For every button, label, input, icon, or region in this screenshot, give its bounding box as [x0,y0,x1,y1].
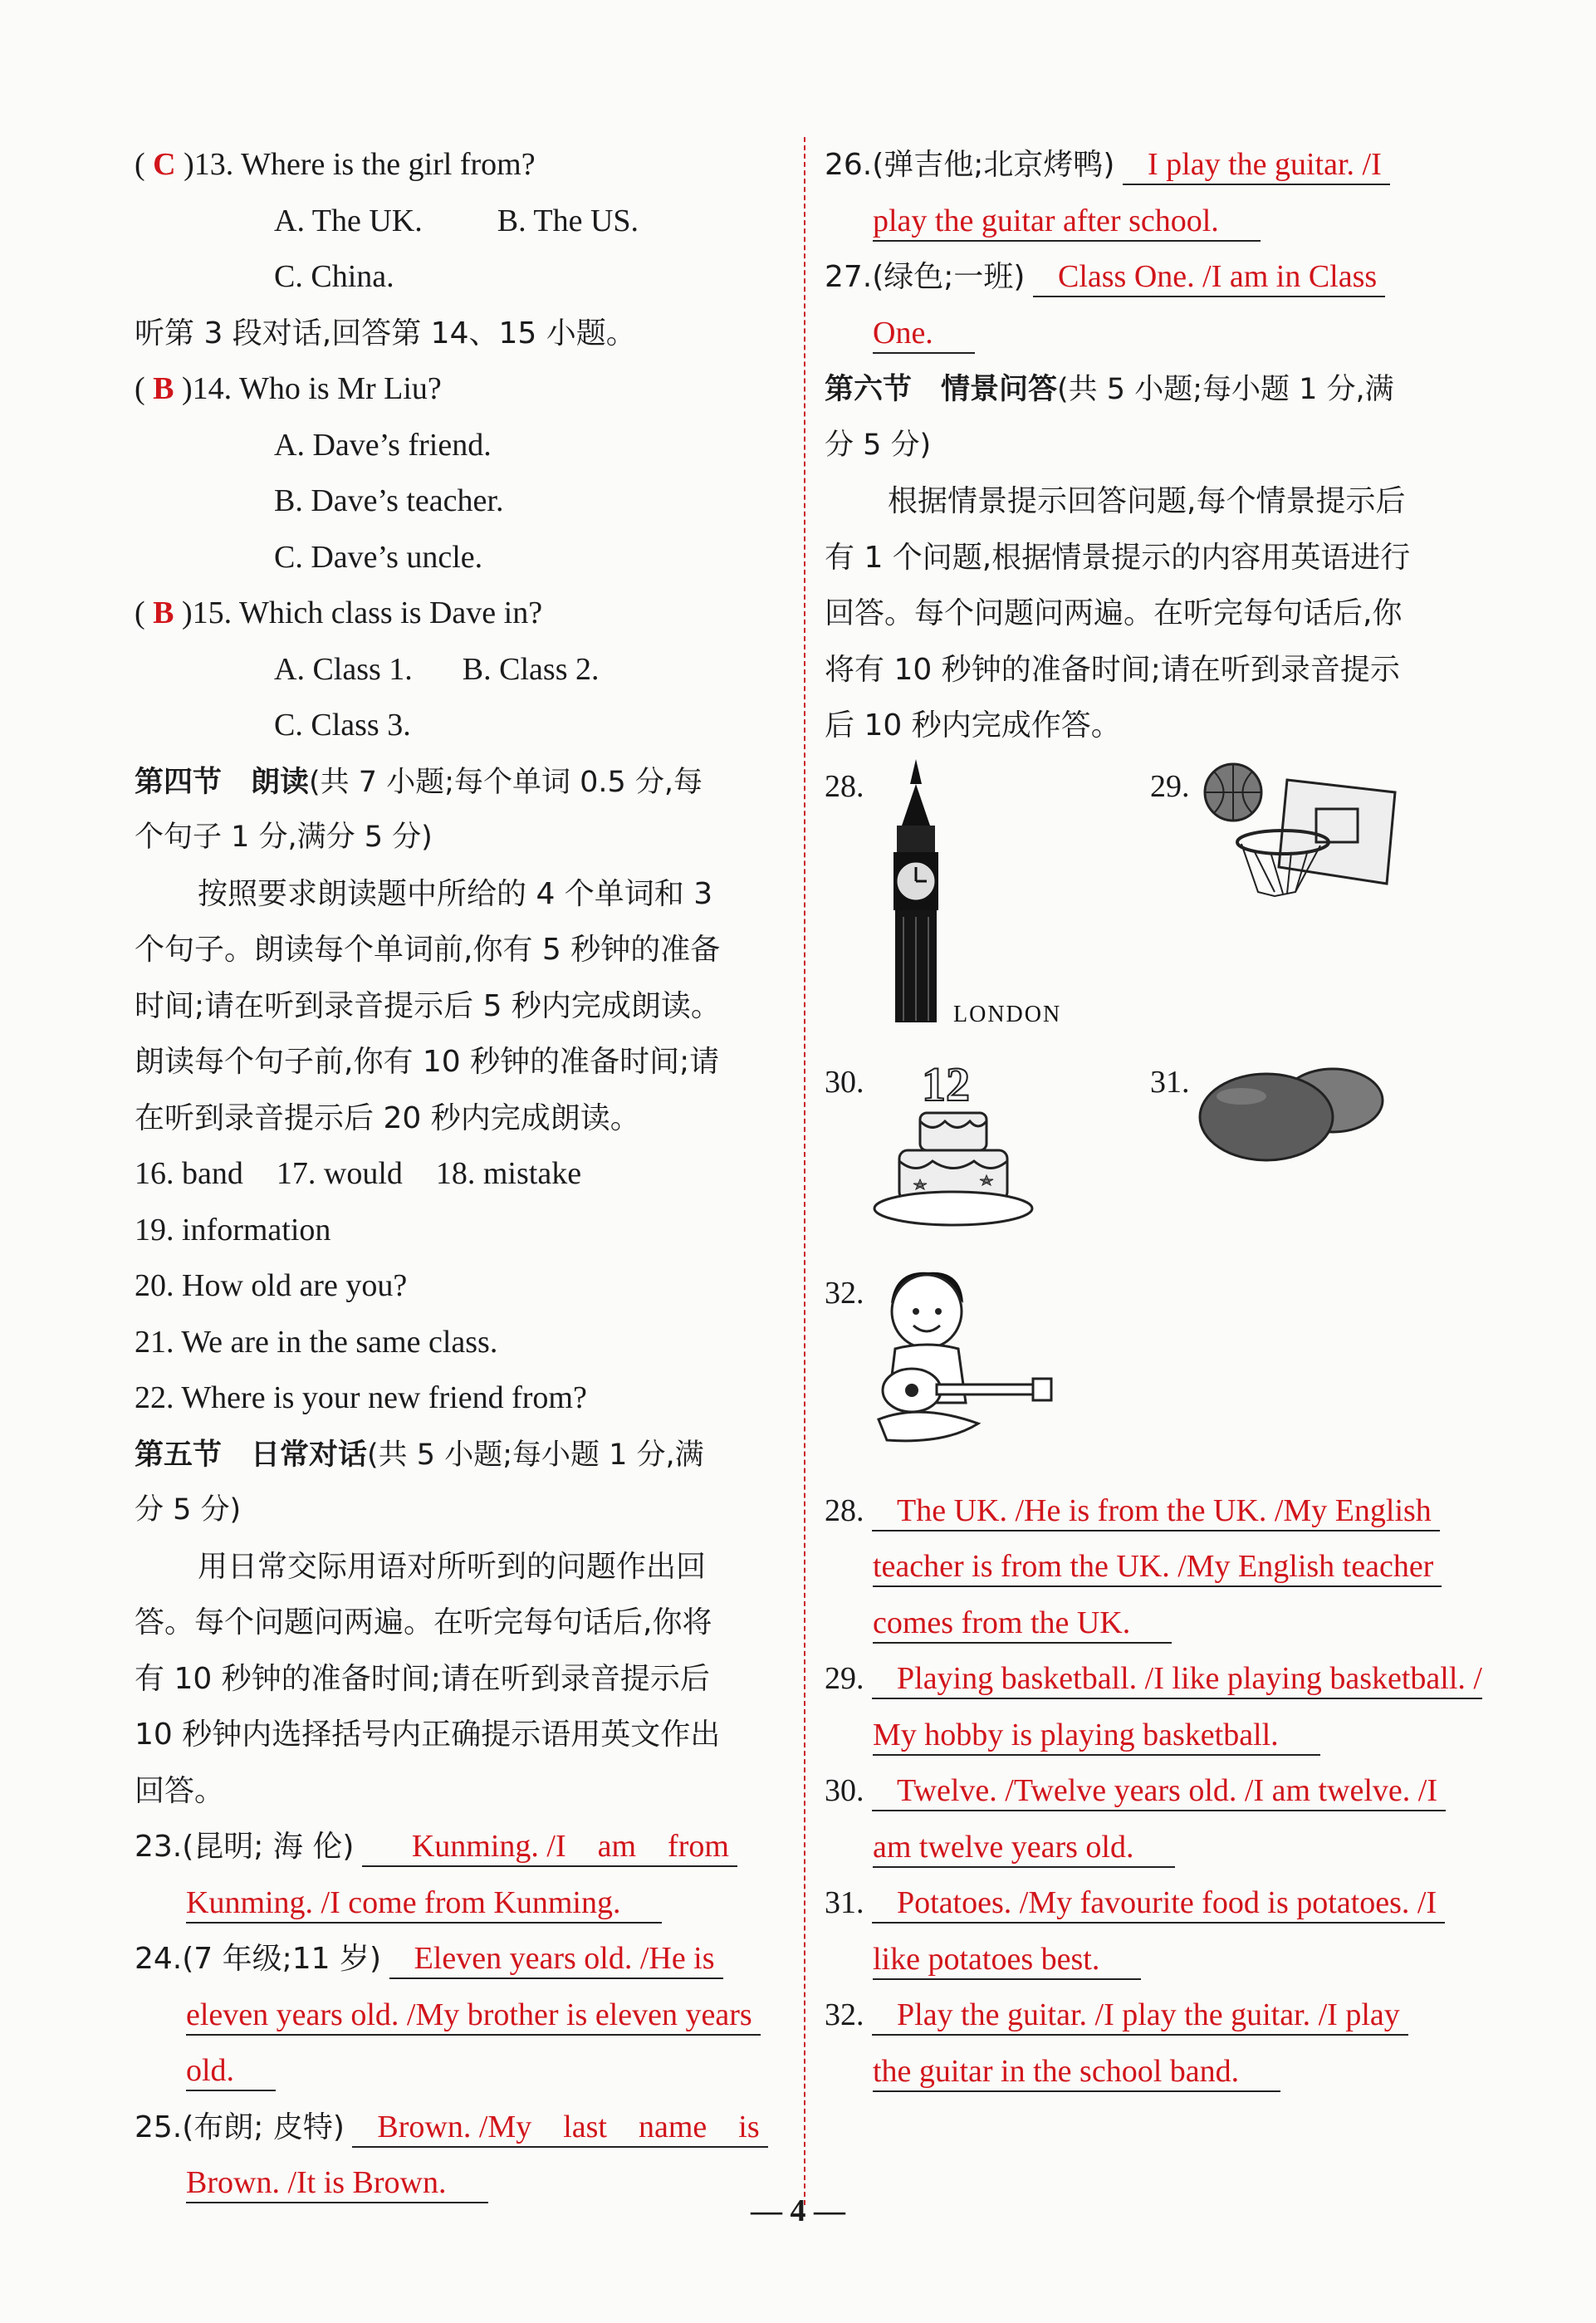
answer-29-line-1: Playing basketball. /I like playing basketball. / [872,1661,1482,1699]
page-number: — 4 — [751,2193,845,2228]
picture-32 [825,1266,1150,1483]
answer-30-number: 30. [825,1773,864,1808]
q24-answer-2: eleven years old. /My brother is eleven years [186,1997,761,2036]
answer-32-line-2: the guitar in the school band. [873,2054,1280,2092]
section-5-scoring-2: 分 5 分) [135,1493,242,1527]
answer-30-line-1: Twelve. /Twelve years old. /I am twelve. /I [872,1773,1446,1811]
answer-32 [825,1987,1476,2044]
question-14: ( B )14. Who is Mr Liu? [135,371,442,406]
section-5-title: 第五节 日常对话 [135,1438,368,1472]
section-5-heading [135,1427,784,1483]
section-4-instruction-5: 在听到录音提示后 20 秒内完成朗读。 [135,1100,640,1135]
q26-answer-line-2 [825,194,1476,250]
picture-30 [825,1055,1150,1261]
picture-28 [825,759,1150,1050]
q23-answer-2: Kunming. /I come from Kunming. [186,1885,662,1924]
word-18: 18. mistake [435,1156,582,1191]
birthday-cake-icon [870,1055,1036,1246]
q13-option-b: B. The US. [497,203,639,238]
q25-hint: 25.(布朗; 皮特) [135,2110,345,2144]
q24-answer-1: Eleven years old. /He is [389,1941,723,1979]
right-column [825,137,1482,2100]
answer-32-line-1: Play the guitar. /I play the guitar. /I play [872,1997,1408,2036]
q14-option-c: C. Dave’s uncle. [274,539,483,575]
question-25 [135,2100,784,2156]
section-6-instruction-1: 根据情景提示回答问题,每个情景提示后 [888,484,1406,518]
q23-answer-line-2 [135,1875,784,1932]
picture-30-number: 30. [825,1064,864,1100]
section-4-instruction-4: 朗读每个句子前,你有 10 秒钟的准备时间;请 [135,1045,720,1079]
q13-option-c: C. China. [274,259,394,294]
section-6-instruction-2: 有 1 个问题,根据情景提示的内容用英语进行 [825,540,1411,575]
answer-31-row-2 [825,1932,1476,1988]
q24-answer-line-2 [135,1987,784,2044]
picture-row-2 [825,1055,1476,1261]
answer-29-line-2: My hobby is playing basketball. [873,1718,1320,1756]
q13-option-a: A. The UK. [274,203,423,238]
section-6-scoring: (共 5 小题;每小题 1 分,满 [1057,373,1394,406]
section-6-instruction-5: 后 10 秒内完成作答。 [825,708,1121,742]
q23-hint: 23.(昆明; 海 伦) [135,1830,355,1864]
picture-28-number: 28. [825,768,864,804]
question-26 [825,137,1476,194]
section-5-instruction-5: 回答。 [135,1773,225,1808]
section-6-instruction-4: 将有 10 秒钟的准备时间;请在听到录音提示 [825,652,1400,687]
question-14-text: )14. Who is Mr Liu? [182,371,442,406]
section-4-title: 第四节 朗读 [135,765,310,799]
big-ben-icon [870,759,1119,1033]
answer-31-line-2: like potatoes best. [873,1942,1141,1980]
answer-31-number: 31. [825,1885,864,1920]
section-4-heading [135,754,784,811]
picture-29-number: 29. [1150,768,1190,804]
q15-option-b: B. Class 2. [462,651,600,687]
answer-29 [825,1651,1482,1708]
q27-answer-2: One. [873,316,975,354]
london-label: LONDON [953,1001,1062,1027]
answer-28-line-2: teacher is from the UK. /My English teacher [873,1549,1442,1587]
q25-answer-1: Brown. /My last name is [352,2110,767,2148]
q26-hint: 26.(弹吉他;北京烤鸭) [825,148,1115,182]
answer-28-row-2 [825,1539,1476,1595]
q27-answer-line-2 [825,306,1476,362]
potatoes-icon [1196,1055,1387,1179]
answer-31 [825,1875,1476,1932]
sentence-20: 20. How old are you? [135,1268,408,1303]
question-27 [825,249,1476,306]
section-6-instruction-3: 回答。每个问题问两遍。在听完每句话后,你 [825,596,1403,630]
q24-answer-line-3 [135,2043,784,2100]
picture-32-number: 32. [825,1275,864,1311]
q15-option-c: C. Class 3. [274,708,411,742]
q23-answer-1: Kunming. /I am from [362,1829,737,1867]
section-5-scoring: (共 5 小题;每小题 1 分,满 [367,1438,704,1472]
q27-answer-1: Class One. /I am in Class [1033,259,1385,297]
picture-31-number: 31. [1150,1064,1190,1100]
answer-28 [825,1483,1476,1540]
answer-30-line-2: am twelve years old. [873,1830,1175,1868]
section-5-instruction-1: 用日常交际用语对所听到的问题作出回 [198,1549,707,1584]
section-4-scoring-2: 个句子 1 分,满分 5 分) [135,821,433,854]
q15-option-a: A. Class 1. [274,651,413,687]
question-13: ( C )13. Where is the girl from? [135,147,536,182]
word-list [135,1146,784,1203]
section-5-instruction-2: 答。每个问题问两遍。在听完每句话后,你将 [135,1605,712,1639]
picture-29 [1150,759,1476,1050]
section-6-title: 第六节 情景问答 [825,373,1058,406]
answer-14: B [153,371,174,406]
answer-30-row-2 [825,1820,1476,1876]
answer-31-line-1: Potatoes. /My favourite food is potatoes. /I [872,1885,1445,1924]
listen-instruction-3: 听第 3 段对话,回答第 14、15 小题。 [135,316,636,350]
q24-answer-3: old. [186,2053,276,2091]
q25-answer-2: Brown. /It is Brown. [186,2165,488,2203]
section-5-instruction-4: 10 秒钟内选择括号内正确提示语用英文作出 [135,1718,721,1752]
column-divider [804,137,805,2205]
answer-29-row-2 [825,1708,1476,1764]
section-4-instruction-3: 时间;请在听到录音提示后 5 秒内完成朗读。 [135,988,721,1023]
q24-hint: 24.(7 年级;11 岁) [135,1942,382,1976]
answer-29-number: 29. [825,1661,864,1696]
answer-13: C [153,147,176,182]
answer-28-line-3: comes from the UK. [873,1605,1172,1644]
word-19: 19. information [135,1212,331,1247]
boy-guitar-icon [870,1266,1061,1465]
answer-28-row-3 [825,1595,1476,1652]
section-4-instruction-2: 个句子。朗读每个单词前,你有 5 秒钟的准备 [135,933,721,967]
answer-30 [825,1763,1476,1820]
q15-options-ab [135,642,784,698]
section-4-instruction-1: 按照要求朗读题中所给的 4 个单词和 3 [198,876,713,911]
answer-15: B [153,595,174,630]
word-17: 17. would [276,1156,403,1191]
question-23 [135,1819,784,1875]
q14-option-a: A. Dave’s friend. [274,427,492,463]
sentence-21: 21. We are in the same class. [135,1324,498,1360]
picture-31 [1150,1055,1476,1261]
answer-32-row-2 [825,2044,1476,2100]
picture-row-1 [825,759,1476,1050]
question-15: ( B )15. Which class is Dave in? [135,595,543,630]
sentence-22: 22. Where is your new friend from? [135,1380,587,1415]
cake-candle-number: 12 [922,1056,970,1111]
answer-32-number: 32. [825,1997,864,2032]
picture-row-3 [825,1266,1476,1483]
word-16: 16. band [135,1156,243,1191]
section-4-scoring: (共 7 小题;每个单词 0.5 分,每 [309,765,703,799]
left-column [135,137,784,2212]
q26-answer-1: I play the guitar. /I [1123,147,1390,185]
answer-28-line-1: The UK. /He is from the UK. /My English [872,1493,1440,1532]
section-6-heading [825,361,1476,418]
question-13-text: )13. Where is the girl from? [184,147,536,182]
question-24 [135,1931,784,1987]
q13-options-ab [135,194,784,250]
answer-28-number: 28. [825,1492,864,1528]
q14-option-b: B. Dave’s teacher. [274,483,504,518]
basketball-hoop-icon [1196,759,1412,925]
question-15-text: )15. Which class is Dave in? [182,595,543,630]
section-6-scoring-2: 分 5 分) [825,428,932,462]
q27-hint: 27.(绿色;一班) [825,260,1026,294]
section-5-instruction-3: 有 10 秒钟的准备时间;请在听到录音提示后 [135,1661,710,1696]
q26-answer-2: play the guitar after school. [873,203,1261,242]
